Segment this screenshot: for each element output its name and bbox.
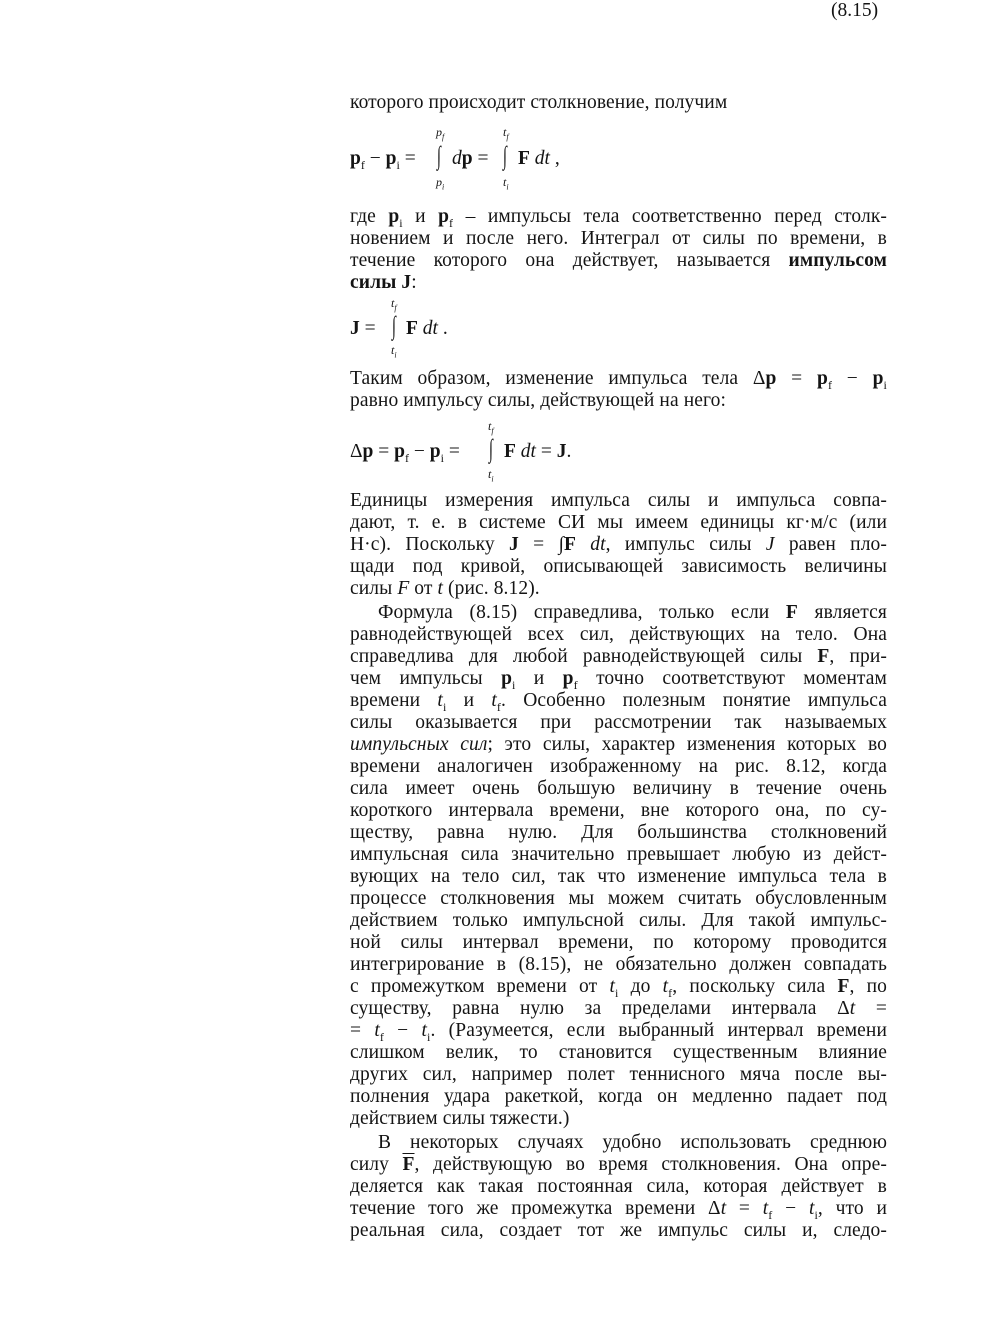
text-line: ществу, равна нулю. Для большинства столкновений xyxy=(350,822,887,843)
text-line: существу, равна нулю за пределами интервала Δt = xyxy=(350,998,887,1019)
text-line: чем импульсы $p_i$ и $p_f$ точно соответствуют моментам xyxy=(350,668,887,692)
text-line: импульсных сил; это силы, характер изменения которых во xyxy=(350,734,888,755)
text-line: короткого интервала времени, вне которого она, по су- xyxy=(350,800,887,821)
text-line: с промежутком времени от $t_i$ до $t_f$, поскольку сила F, по xyxy=(350,976,887,1000)
text-line: реальная сила, создает тот же импульс силы и, следо- xyxy=(350,1220,887,1241)
text-line: справедлива для любой равнодействующей силы F, при- xyxy=(350,646,888,667)
text-line: слишком велик, то становится существенным влияние xyxy=(350,1042,887,1063)
text-line: Н·с). Поскольку J = ∫F dt, импульс силы J равен пло- xyxy=(350,534,887,555)
text-line: Таким образом, изменение импульса тела $\Delta p = p_f - p_i$ xyxy=(350,368,887,392)
text-line: действием силы тяжести.) xyxy=(350,1108,570,1129)
equation-number: (8.15) xyxy=(831,0,879,21)
text-line: действием только импульсной силы. Для такой импульс- xyxy=(350,910,887,931)
text-line: силы F от t (рис. 8.12). xyxy=(350,578,540,599)
text-line: Единицы измерения импульса силы и импульса совпа- xyxy=(350,490,887,511)
text-line: течение того же промежутка времени $\Delta t = t_f - t_i$, что и xyxy=(350,1198,887,1222)
text-line: В некоторых случаях удобно использовать среднюю xyxy=(378,1132,887,1153)
text-line: импульсная сила значительно превышает любую из дейст- xyxy=(350,844,887,865)
text-line: Формула (8.15) справедлива, только если F является xyxy=(378,602,887,623)
text-line: равно импульсу силы, действующей на него: xyxy=(350,390,726,411)
text-line: времени $t_i$ и $t_f$. Особенно полезным понятие импульса xyxy=(350,690,887,714)
text-line: силы оказывается при рассмотрении так называемых xyxy=(350,712,887,733)
text-line: ной силы интервал времени, по которому проводится xyxy=(350,932,887,953)
text-line: равнодействующей всех сил, действующих на тело. Она xyxy=(350,624,887,645)
text-line: силы J: xyxy=(350,272,417,293)
text-line: полнения удара ракеткой, когда он медленно падает под xyxy=(350,1086,887,1107)
text-line: других сил, например полет теннисного мяча после вы- xyxy=(350,1064,887,1085)
text-line: которого происходит столкновение, получим xyxy=(350,92,728,113)
text-line: сила имеет очень большую величину в течение очень xyxy=(350,778,887,799)
text-line: дают, т. е. в системе СИ мы имеем единицы кг·м/с (или xyxy=(350,512,887,533)
text-line: новением и после него. Интеграл от силы по времени, в xyxy=(350,228,887,249)
text-line: времени аналогичен изображенному на рис. 8.12, когда xyxy=(350,756,887,777)
text-line: щади под кривой, описывающей зависимость величины xyxy=(350,556,887,577)
document-page: которого происходит столкновение, получим $p_f - p_i$ = $p_f$ ∫ $p_i$ dp = $t_f$ ∫ $t_i$ F dt , где $p_i$ и $p_f$ – импульсы тела соответственно перед столк- новением и после него. Интеграл от силы по времени, в течение которого она действует, называется импульсом силы J: J = $t_f$ ∫ $t_i$ F dt . Таким образом, изменение импульса тела $\Delta p = p_f - p_i$ равно импульсу силы, действующей на него: $\Delta p = p_f - p_i$ = $t_f$ ∫ $t_i$ F dt = J. (8.15) Единицы измерения импульса силы и импульса совпа- дают, т. е. в системе СИ мы имеем единицы кг·м/с (или Н·с). Поскольку J = ∫F dt, импульс силы J равен пло- щади под кривой, описывающей зависимость величины силы F от t (рис. 8.12). Формула (8.15) справедлива, только если F является равнодействующей всех сил, действующих на тело. Она справедлива для любой равнодействующей силы F, при- чем импульсы $p_i$ и $p_f$ точно соответствуют моментам времени $t_i$ и $t_f$. Особенно полезным понятие импульса силы оказывается при рассмотрении так называемых импульсных сил; это силы, характер изменения которых во времени аналогичен изображенному на рис. 8.12, когда сила имеет очень большую величину в течение очень короткого интервала времени, вне которого она, по су- ществу, равна нулю. Для большинства столкновений импульсная сила значительно превышает любую из дейст- вующих на тело сил, так что изменение импульса тела в процессе столкновения мы можем считать обусловленным действием только импульсной силы. Для такой импульс- ной силы интервал времени, по которому проводится интегрирование в (8.15), не обязательно должен совпадать с промежутком времени от $t_i$ до $t_f$, поскольку сила F, по существу, равна нулю за пределами интервала Δt = = $t_f - t_i$. (Разумеется, если выбранный интервал времени слишком велик, то становится существенным влияние других сил, например полет теннисного мяча после вы- полнения удара ракеткой, когда он медленно падает под действием силы тяжести.) В некоторых случаях удобно использовать среднюю силу $\overline{F}$, действующую во время столкновения. Она опре- деляется как такая постоянная сила, которая действует в течение того же промежутка времени $\Delta t = t_f - t_i$, что и реальная сила, создает тот же импульс силы и, следо- xyxy=(350,0,888,1241)
text-line: вующих на тело сил, так что изменение импульса тела в xyxy=(350,866,887,887)
text-line: силу $\overline{F}$, действующую во время столкновения. Она опре- xyxy=(350,1154,888,1175)
text-line: интегрирование в (8.15), не обязательно должен совпадать xyxy=(350,954,887,975)
text-line: где $p_i$ и $p_f$ – импульсы тела соответственно перед столк- xyxy=(350,206,887,230)
text-line: деляется как такая постоянная сила, которая действует в xyxy=(350,1176,887,1197)
text-line: = $t_f - t_i$. (Разумеется, если выбранный интервал времени xyxy=(350,1020,887,1044)
text-line: течение которого она действует, называется импульсом xyxy=(350,250,887,271)
text-line: процессе столкновения мы можем считать обусловленным xyxy=(350,888,887,909)
